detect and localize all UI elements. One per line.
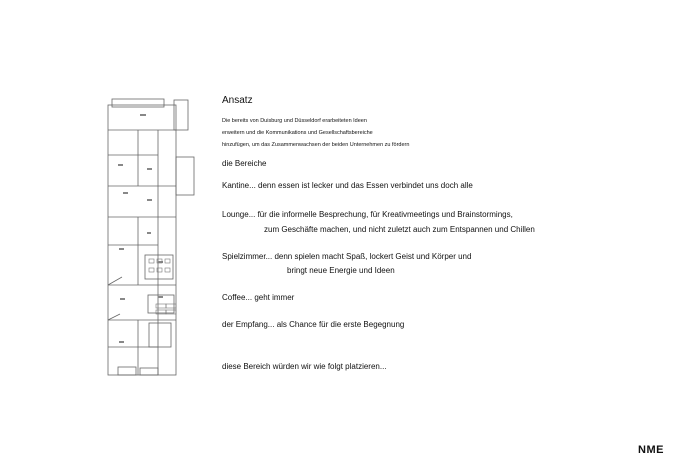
area-spielzimmer: Spielzimmer... denn spielen macht Spaß, lockert Geist und Körper und	[222, 252, 472, 261]
logo-nme: NME	[638, 444, 664, 456]
floor-plan-drawing	[100, 95, 205, 380]
intro-line-1: Die bereits von Duisburg und Düsseldorf erarbeiteten Ideen	[222, 118, 367, 124]
area-spielzimmer-continuation: bringt neue Energie und Ideen	[287, 266, 395, 275]
area-empfang: der Empfang... als Chance für die erste Begegnung	[222, 320, 405, 329]
section-heading: die Bereiche	[222, 159, 267, 168]
page-title: Ansatz	[222, 95, 253, 106]
area-kantine: Kantine... denn essen ist lecker und das Essen verbindet uns doch alle	[222, 181, 473, 190]
area-lounge: Lounge... für die informelle Besprechung, für Kreativmeetings und Brainstormings,	[222, 210, 513, 219]
area-coffee: Coffee... geht immer	[222, 293, 295, 302]
area-lounge-continuation: zum Geschäfte machen, und nicht zuletzt auch zum Entspannen und Chillen	[264, 225, 535, 234]
intro-line-3: hinzufügen, um das Zusammenwachsen der beiden Unternehmen zu fördern	[222, 142, 410, 148]
placement-note: diese Bereich würden wir wie folgt platzieren...	[222, 362, 387, 371]
intro-line-2: erweitern und die Kommunikations und Gesellschaftsbereiche	[222, 130, 373, 136]
